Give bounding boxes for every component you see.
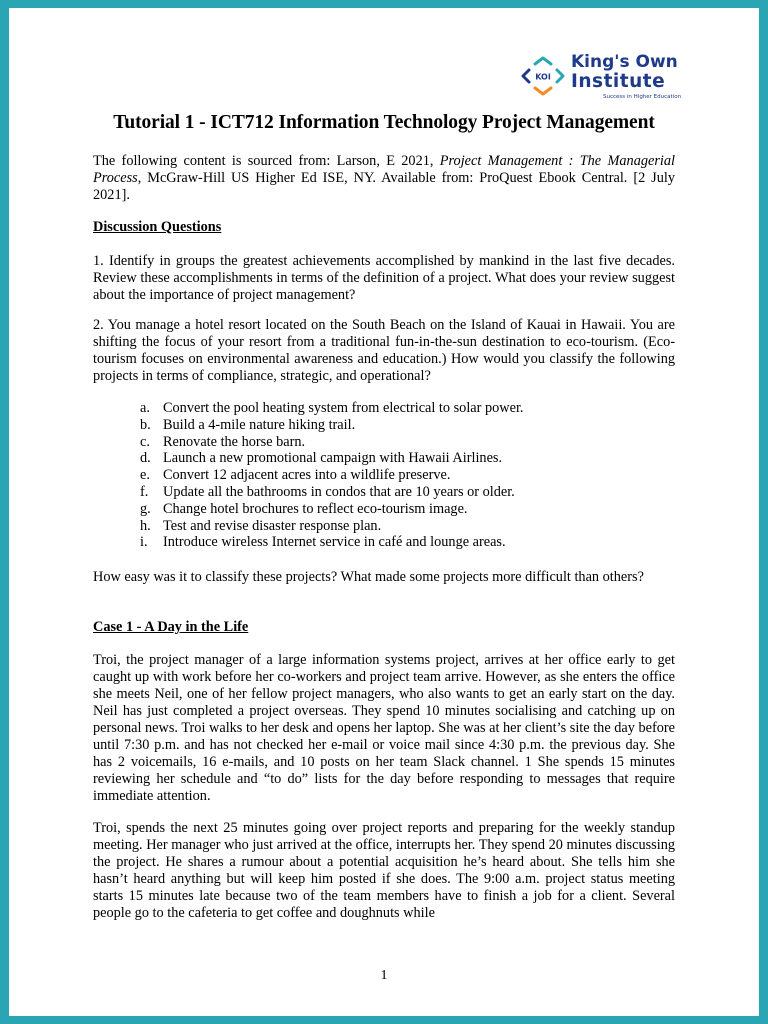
list-item (93, 400, 524, 417)
question-1: 1. Identify in groups the greatest achievements accomplished by mankind in the last five decades. Review these accomplishments in terms of the definition of a project. What does your review suggest about the importance of project management? (93, 253, 675, 303)
case-paragraph-1: Troi, the project manager of a large information systems project, arrives at her office early to get caught up with work before her co-workers and project team arrive. However, as she enters the office she meets Neil, one of her fellow project managers, who also wants to get an early start on the day. Neil has just completed a project overseas. They spend 10 minutes socialising and catching up on personal news. Troi walks to her desk and opens her laptop. She was at her client’s site the day before until 7:30 p.m. and has not checked her e-mail or voice mail since 4:30 p.m. the previous day. She has 2 voicemails, 16 e-mails, and 10 posts on her team Slack channel. 1 She spends 15 minutes reviewing her schedule and “to do” lists for the day before responding to messages that require immediate attention. (93, 652, 675, 804)
logo-badge-text: KOI (535, 72, 551, 82)
list-marker: a. (140, 400, 150, 416)
list-item-text: Test and revise disaster response plan. (163, 517, 382, 534)
list-item-text: Update all the bathrooms in condos that are 10 years or older. (163, 483, 515, 500)
list-item-text: Launch a new promotional campaign with Hawaii Airlines. (163, 450, 503, 467)
list-item-text: Convert the pool heating system from electrical to solar power. (163, 400, 524, 416)
koi-emblem-icon (519, 56, 567, 96)
list-item-text: Introduce wireless Internet service in café and lounge areas. (163, 534, 506, 551)
source-citation (93, 153, 675, 204)
list-item (93, 534, 524, 551)
list-item (93, 417, 524, 434)
document-title: Tutorial 1 - ICT712 Information Technology Project Management (113, 112, 655, 133)
logo-line2: Institute (571, 71, 666, 92)
list-item (93, 467, 524, 484)
list-marker: c. (140, 433, 150, 450)
case-1-heading: Case 1 - A Day in the Life (93, 619, 249, 635)
list-marker: i. (140, 534, 148, 551)
citation-book-title: Project Management : The Managerial Process (93, 153, 675, 186)
list-item (93, 518, 524, 535)
case-paragraph-2: Troi, spends the next 25 minutes going over project reports and preparing for the weekly standup meeting. Her manager who just arrived at the office, interrupts her. They spend 20 minutes discussing the project. He shares a rumour about a potential acquisition he’s heard about. She tells him she hasn’t heard anything but will keep him posted if she does. The 9:00 a.m. project status meeting starts 15 minutes late because two of the team members have to finish a job for a client. Several people go to the cafeteria to get coffee and doughnuts while (93, 820, 675, 921)
list-item (93, 434, 524, 451)
list-item-text: Renovate the horse barn. (163, 433, 306, 450)
citation-text-start: The following content is sourced from: Larson, E 2021, (93, 153, 440, 169)
project-list (93, 400, 524, 551)
list-marker: b. (140, 416, 151, 433)
list-marker: d. (140, 450, 151, 467)
list-item (93, 501, 524, 518)
list-item (93, 450, 524, 467)
discussion-questions-heading: Discussion Questions (93, 219, 222, 235)
logo-line1: King's Own (571, 52, 678, 72)
list-marker: f. (140, 483, 149, 500)
citation-text-end: , McGraw-Hill US Higher Ed ISE, NY. Available from: ProQuest Ebook Central. [2 July 2021]. (93, 170, 675, 203)
kings-own-institute-logo (519, 52, 682, 108)
list-item-text: Convert 12 adjacent acres into a wildlife preserve. (163, 467, 451, 484)
logo-tagline: Success in Higher Education (603, 94, 682, 100)
list-marker: e. (140, 467, 150, 484)
list-item (93, 484, 524, 501)
list-marker: h. (140, 517, 151, 534)
document-page (9, 8, 759, 1016)
list-marker: g. (140, 500, 151, 517)
list-item-text: Build a 4-mile nature hiking trail. (163, 416, 356, 433)
classification-question: How easy was it to classify these projects? What made some projects more difficult than others? (93, 569, 644, 585)
list-item-text: Change hotel brochures to reflect eco-tourism image. (163, 500, 468, 517)
page-number: 1 (380, 968, 388, 983)
question-2: 2. You manage a hotel resort located on the South Beach on the Island of Kauai in Hawaii. You are shifting the focus of your resort from a traditional fun-in-the-sun destination to eco-tourism. (Eco-tourism focuses on environmental awareness and education.) How would you classify the following projects in terms of compliance, strategic, and operational? (93, 317, 675, 384)
